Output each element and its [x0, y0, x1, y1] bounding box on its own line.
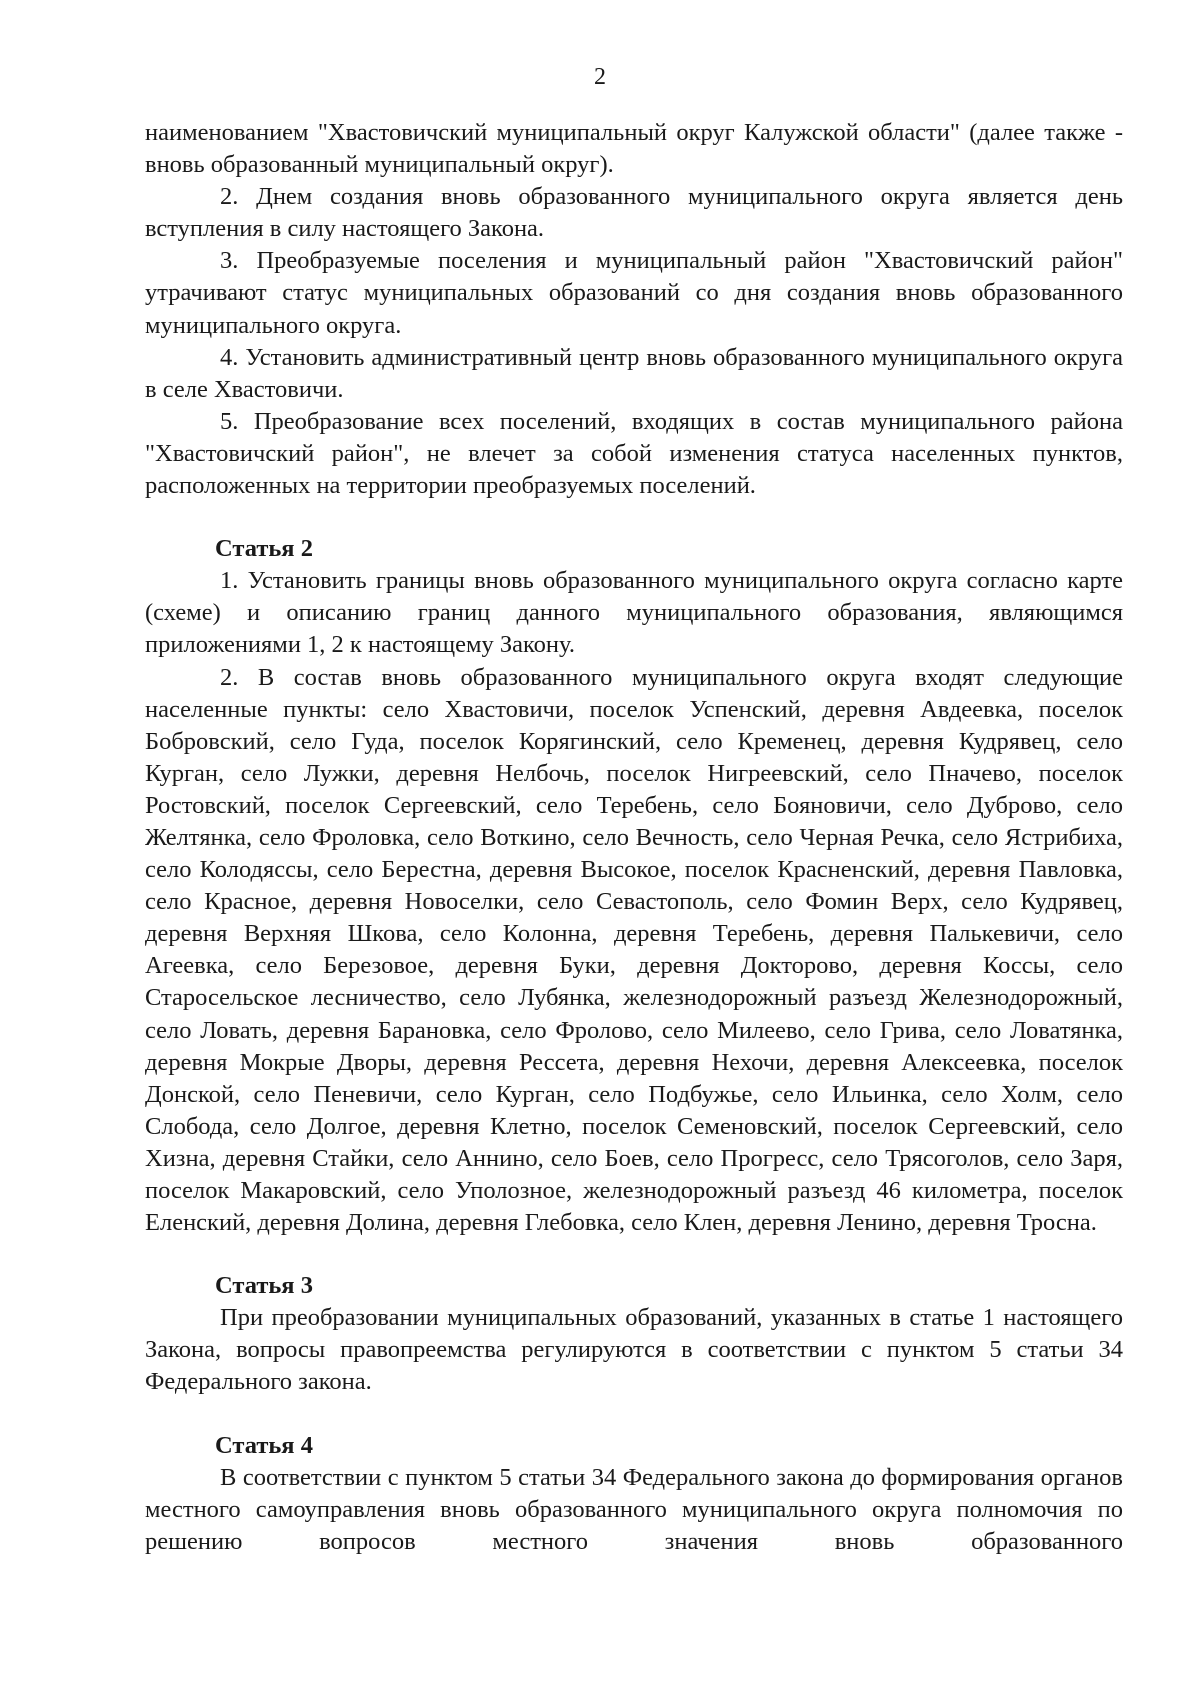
- paragraph: 3. Преобразуемые поселения и муниципальный район "Хвастовичский район" утрачивают статус муниципальных образований со дня создания вновь образованного муниципального округа.: [145, 247, 1123, 339]
- document-body: [145, 117, 1123, 1558]
- section-gap: [145, 502, 1123, 533]
- paragraph: 1. Установить границы вновь образованного муниципального округа согласно карте (схеме) и описанию границ данного муниципального образования, являющимся приложениями 1, 2 к настоящему Закону.: [145, 567, 1123, 659]
- page-number: 2: [594, 64, 606, 90]
- section-gap: [145, 1239, 1123, 1270]
- article-4: [145, 1430, 1123, 1558]
- section-gap: [145, 1399, 1123, 1430]
- paragraph: 2. Днем создания вновь образованного муниципального округа является день вступления в силу настоящего Закона.: [145, 183, 1123, 243]
- paragraph: 5. Преобразование всех поселений, входящих в состав муниципального района "Хвастовичский район", не влечет за собой изменения статуса населенных пунктов, расположенных на территории преобразуемых поселений.: [145, 407, 1123, 500]
- article-3: [145, 1270, 1123, 1398]
- paragraph: В соответствии с пунктом 5 статьи 34 Федерального закона до формирования органов местного самоуправления вновь образованного муниципального округа полномочия по решению вопросов местного значения вновь образованного: [145, 1463, 1123, 1555]
- paragraph: При преобразовании муниципальных образований, указанных в статье 1 настоящего Закона, вопросы правопреемства регулируются в соответствии с пунктом 5 статьи 34 Федерального закона.: [145, 1304, 1123, 1396]
- paragraph: 2. В состав вновь образованного муниципального округа входят следующие населенные пункты: село Хвастовичи, поселок Успенский, деревня Авдеевка, поселок Бобровский, село Гуда, поселок Корягинский, село Кременец, деревня Кудрявец, село Курган, село Лужки, деревня Нелбочь, поселок Нигреевский, село Пначево, поселок Ростовский, поселок Сергеевский, село Теребень, село Бояновичи, село Дуброво, село Желтянка, село Фроловка, село Воткино, село Вечность, село Черная Речка, село Ястрибиха, село Колодяссы, село Берестна, деревня Высокое, поселок Красненский, деревня Павловка, село Красное, деревня Новоселки, село Севастополь, село Фомин Верх, село Кудрявец, деревня Верхняя Шкова, село Колонна, деревня Теребень, деревня Палькевичи, село Агеевка, село Березовое, деревня Буки, деревня Докторово, деревня Коссы, село Старосельское лесничество, село Лубянка, железнодорожный разъезд Железнодорожный, село Ловать, деревня Барановка, село Фролово, село Милеево, село Грива, село Ловатянка, деревня Мокрые Дворы, деревня Рессета, деревня Нехочи, деревня Алексеевка, поселок Донской, село Пеневичи, село Курган, село Подбужье, село Ильинка, село Холм, село Слобода, село Долгое, деревня Клетно, поселок Семеновский, поселок Сергеевский, село Хизна, деревня Стайки, село Аннино, село Боев, село Прогресс, село Трясоголов, село Заря, поселок Макаровский, село Уполозное, железнодорожный разъезд 46 километра, поселок Еленский, деревня Долина, деревня Глебовка, село Клен, деревня Ленино, деревня Тросна.: [145, 663, 1123, 1237]
- article-1-continuation: [145, 117, 1123, 502]
- paragraph: наименованием "Хвастовичский муниципальный округ Калужской области" (далее также - вновь образованный муниципальный округ).: [145, 119, 1123, 179]
- article-title: Статья 2: [215, 535, 313, 563]
- article-title: Статья 4: [215, 1431, 313, 1459]
- article-2: [145, 533, 1123, 1239]
- paragraph: 4. Установить административный центр вновь образованного муниципального округа в селе Хвастовичи.: [145, 343, 1123, 403]
- article-title: Статья 3: [215, 1272, 313, 1300]
